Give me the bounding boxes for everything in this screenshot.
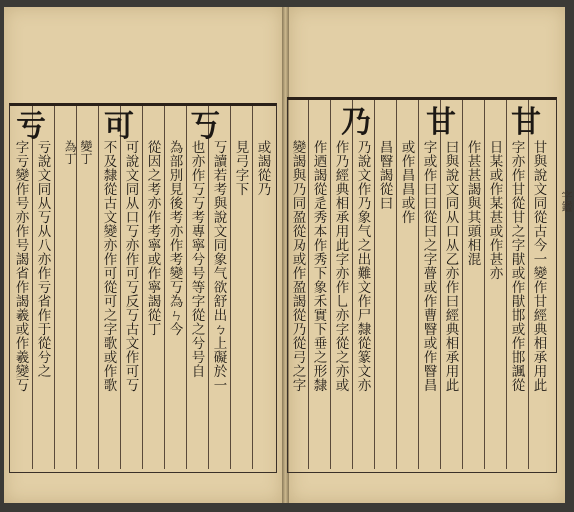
column-rule [418, 100, 419, 469]
text-column: 昌瞖謁從曰 [376, 140, 393, 210]
text-column: 日某或作某甚或作甚亦 [486, 140, 503, 280]
text-column: 也亦作丂丂考專寧兮号等字從之兮号自 [188, 140, 205, 378]
column-rule [54, 106, 55, 469]
text-column: 作迺謁從辵秀本作秀下象禾實下垂之形隸 [310, 140, 327, 392]
text-column: 為丁 [63, 140, 77, 165]
seal-character-yu: 亏 [16, 109, 46, 144]
column-rule [98, 106, 99, 469]
column-rule [142, 106, 143, 469]
text-column: 見弓字下 [232, 140, 249, 196]
seal-character-yue: 甘 [426, 105, 456, 140]
text-column: 字亦作甘從甘之字猒或作猒邯或作邯諷從 [508, 140, 525, 392]
column-rule [528, 100, 529, 469]
seal-character-kao: 丂 [190, 109, 220, 144]
fold-margin-label: 字鑑 [560, 190, 573, 212]
seal-character-gan: 甘 [511, 105, 541, 140]
column-rule [308, 100, 309, 469]
text-column: 作乃經典相承用此字亦作乚亦字從之亦或 [332, 140, 349, 392]
text-column: 亏說文同从丂从八亦作亏省作于從兮之 [34, 140, 51, 378]
text-column: 曰與說文同从口从乙亦作曰經典相承用此 [442, 140, 459, 392]
text-column: 變丁 [79, 140, 93, 165]
column-rule [462, 100, 463, 469]
column-rule [396, 100, 397, 469]
text-column: 可說文同从口丂亦作可丂反丂古文作可丂 [122, 140, 139, 392]
text-column: 為部別見後考亦作考變丂為ㄣ今 [166, 140, 183, 336]
text-column: 甘與說文同從古今一變作甘經典相承用此 [530, 140, 547, 392]
column-rule [330, 100, 331, 469]
text-column: 或謁從乃 [254, 140, 271, 196]
column-rule [230, 106, 231, 469]
seal-character-ke: 可 [104, 109, 134, 144]
column-rule [32, 106, 33, 469]
column-rule [164, 106, 165, 469]
column-rule [252, 106, 253, 469]
column-rule [186, 106, 187, 469]
text-column: 從因之考亦作考寧或作寧謁從丁 [144, 140, 161, 336]
column-rule [120, 106, 121, 469]
column-rule [208, 106, 209, 469]
text-column: 或作昌昌或作 [398, 140, 415, 224]
column-rule [352, 100, 353, 469]
column-rule [374, 100, 375, 469]
text-column: 丂讀若考與說文同象气欲舒出ㄅ上礙於一 [210, 140, 227, 392]
column-rule [440, 100, 441, 469]
text-column: 乃說文作乃象气之出難文作尸隸從篆文亦 [354, 140, 371, 392]
text-column: 不及隸從古文變亦作可從可之字歌或作歌 [100, 140, 117, 392]
column-rule [484, 100, 485, 469]
seal-character-nai: 乃 [341, 105, 371, 140]
text-column: 作甚甚謁與其頭相混 [464, 140, 481, 266]
column-rule [506, 100, 507, 469]
text-column: 變謁與乃同盈從夃或作盈謁從乃從弓之字 [289, 140, 306, 392]
text-column: 字亏變作号亦作号謁省作謁羲或作羲變丂 [12, 140, 29, 392]
text-column: 字或作曰曰從曰之字瞢或作曹瞖或作瞖昌 [420, 140, 437, 392]
